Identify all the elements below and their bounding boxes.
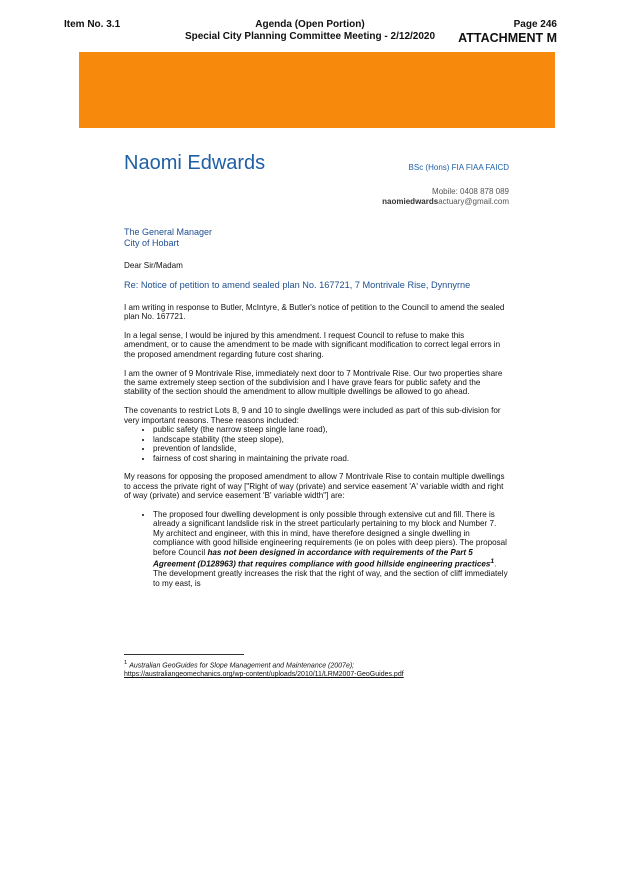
recipient-line-2: City of Hobart (124, 238, 180, 248)
sender-name: Naomi Edwards (124, 152, 266, 174)
meeting-title: Special City Planning Committee Meeting - 2/12/2020 (184, 31, 436, 42)
sender-mobile: Mobile: 0408 878 089 (432, 187, 509, 196)
item-number: Item No. 3.1 (64, 19, 121, 30)
bullet-text-a: The proposed four dwelling development is only possible through extensive cut and fill. There is already a significant landslide risk in the street particularly pertaining to my block and Number 7. My architect and engineer, with this in mind, have therefore designed a single dwelling in compliance with good hillside engineering requirements (ie on poles with deep piers). The proposal before Council (153, 510, 507, 557)
salutation: Dear Sir/Madam (124, 261, 183, 270)
footnote-ref: 1 (490, 558, 495, 566)
sender-qualifications: BSc (Hons) FIA FIAA FAICD (408, 163, 509, 172)
footnote-divider (124, 654, 244, 655)
footnote-link[interactable]: https://australiangeomechanics.org/wp-content/uploads/2010/11/LRM2007-GeoGuides.pdf (124, 671, 404, 679)
subject-line: Re: Notice of petition to amend sealed plan No. 167721, 7 Montrivale Rise, Dynnyrne (124, 279, 471, 290)
paragraph-5: My reasons for opposing the proposed amendment to allow 7 Montrivale Rise to contain multiple dwellings to access the private right of way ["Right of way (private) and service easement 'A' variable width and right of way (private) and service easement 'B' variable width"] are: (124, 472, 505, 501)
paragraph-4: The covenants to restrict Lots 8, 9 and 10 to single dwellings were included as part of this sub-division for very important reasons. These reasons included: (124, 406, 501, 425)
recipient-address (124, 227, 509, 249)
list-item (153, 510, 509, 588)
paragraph-3: I am the owner of 9 Montrivale Rise, immediately next door to 7 Montrivale Rise. Our two properties share the same extremely steep section of the subdivision and I have grave fears for public safety and the stability of the section should the amendment to allow multiple dwellings be allowed to go ahead. (124, 368, 503, 397)
page-number: Page 246 (513, 19, 557, 30)
sender-contact (382, 187, 509, 207)
list-item: • landscape stability (the steep slope), (153, 435, 509, 444)
list-item: • prevention of landslide, (153, 444, 509, 453)
bullet-text-c: . The development greatly increases the risk that the right of way, and the section of cliff immediately to my east, is (153, 559, 508, 588)
bullet-emphasis: has not been designed in accordance with requirements of the Part 5 Agreement (D128963) that requires compliance with good hillside engineering practices (153, 547, 491, 569)
sender-email (382, 197, 509, 207)
list-item: • fairness of cost sharing in maintaining the private road. (153, 454, 509, 463)
list-item: • public safety (the narrow steep single lane road), (153, 425, 509, 434)
email-domain: actuary@gmail.com (438, 197, 509, 206)
email-user: naomiedwards (382, 197, 439, 206)
letterhead-banner (79, 52, 555, 128)
paragraph-1: I am writing in response to Butler, McIntyre, & Butler's notice of petition to the Council to amend the sealed plan No. 167721. (124, 302, 505, 322)
page-header (458, 19, 557, 45)
recipient-line-1: The General Manager (124, 227, 213, 237)
paragraph-2: In a legal sense, I would be injured by this amendment. I request Council to refuse to make this amendment, or to cause the amendment to be made with significant modification to correct legal errors in the proposed amendment regarding future cost sharing. (124, 331, 501, 359)
footnote-number: 1 (124, 660, 128, 666)
reasons-list (124, 425, 509, 463)
agenda-title: Agenda (Open Portion) (255, 19, 365, 30)
opposition-list (124, 510, 509, 588)
footnote-source: Australian GeoGuides for Slope Management and Maintenance (2007e); (129, 662, 355, 670)
attachment-label: ATTACHMENT M (458, 31, 557, 45)
letter-body (124, 227, 509, 588)
footnote (124, 659, 404, 679)
agenda-header (150, 19, 470, 43)
